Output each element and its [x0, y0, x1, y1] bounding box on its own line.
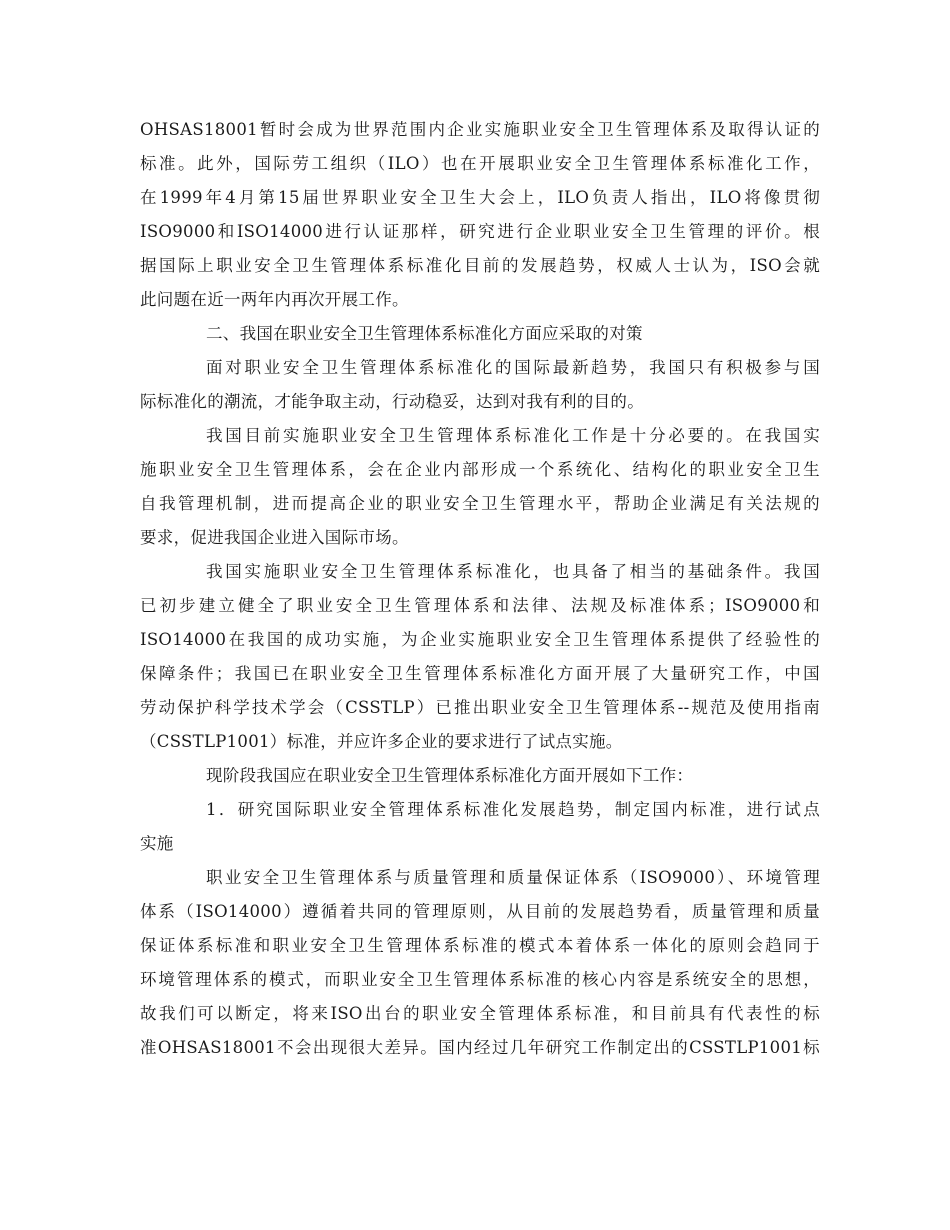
text-line: 保证体系标准和职业安全卫生管理体系标准的模式本着体系一体化的原则会趋同于 [140, 936, 820, 955]
text-line: 标准。此外，国际劳工组织（ILO）也在开展职业安全卫生管理体系标准化工作， [140, 154, 820, 173]
text-line: （CSSTLP1001）标准，并应许多企业的要求进行了试点实施。 [140, 732, 623, 751]
text-line: 要求，促进我国企业进入国际市场。 [140, 528, 409, 547]
text-line: 此问题在近一两年内再次开展工作。 [140, 290, 409, 309]
text-line: 准OHSAS18001不会出现很大差异。国内经过几年研究工作制定出的CSSTLP1001标 [140, 1038, 820, 1057]
text-line: ISO14000在我国的成功实施，为企业实施职业安全卫生管理体系提供了经验性的 [140, 630, 820, 649]
text-line: 已初步建立健全了职业安全卫生管理体系和法律、法规及标准体系；ISO9000和 [140, 596, 820, 615]
text-line: ISO9000和ISO14000进行认证那样，研究进行企业职业安全卫生管理的评价。根 [140, 222, 820, 241]
text-line: 据国际上职业安全卫生管理体系标准化目前的发展趋势，权威人士认为，ISO会就 [140, 256, 820, 275]
text-line: 故我们可以断定，将来ISO出台的职业安全管理体系标准，和目前具有代表性的标 [140, 1004, 820, 1023]
text-line: 自我管理机制，进而提高企业的职业安全卫生管理水平，帮助企业满足有关法规的 [140, 494, 820, 513]
text-line: 面对职业安全卫生管理体系标准化的国际最新趋势，我国只有积极参与国 [206, 358, 820, 377]
text-line: 职业安全卫生管理体系与质量管理和质量保证体系（ISO9000）、环境管理 [206, 868, 820, 887]
text-line: OHSAS18001暂时会成为世界范围内企业实施职业安全卫生管理体系及取得认证的 [140, 120, 820, 139]
text-line: 在1999年4月第15届世界职业安全卫生大会上，ILO负责人指出，ILO将像贯彻 [140, 188, 820, 207]
text-line: 劳动保护科学技术学会（CSSTLP）已推出职业安全卫生管理体系--规范及使用指南 [140, 698, 820, 717]
text-line: 我国实施职业安全卫生管理体系标准化，也具备了相当的基础条件。我国 [206, 562, 820, 581]
text-line: 施职业安全卫生管理体系，会在企业内部形成一个系统化、结构化的职业安全卫生 [140, 460, 820, 479]
text-line: 我国目前实施职业安全卫生管理体系标准化工作是十分必要的。在我国实 [206, 426, 820, 445]
numbered-heading: 1．研究国际职业安全管理体系标准化发展趋势，制定国内标准，进行试点 [206, 800, 820, 819]
section-heading: 二、我国在职业安全卫生管理体系标准化方面应采取的对策 [206, 324, 643, 343]
text-line: 保障条件；我国已在职业安全卫生管理体系标准化方面开展了大量研究工作，中国 [140, 664, 820, 683]
numbered-heading-continuation: 实施 [140, 834, 174, 853]
text-line: 环境管理体系的模式，而职业安全卫生管理体系标准的核心内容是系统安全的思想， [140, 970, 820, 989]
text-line: 际标准化的潮流，才能争取主动，行动稳妥，达到对我有利的目的。 [140, 392, 644, 411]
text-line: 现阶段我国应在职业安全卫生管理体系标准化方面开展如下工作： [206, 766, 694, 785]
text-line: 体系（ISO14000）遵循着共同的管理原则，从目前的发展趋势看，质量管理和质量 [140, 902, 820, 921]
